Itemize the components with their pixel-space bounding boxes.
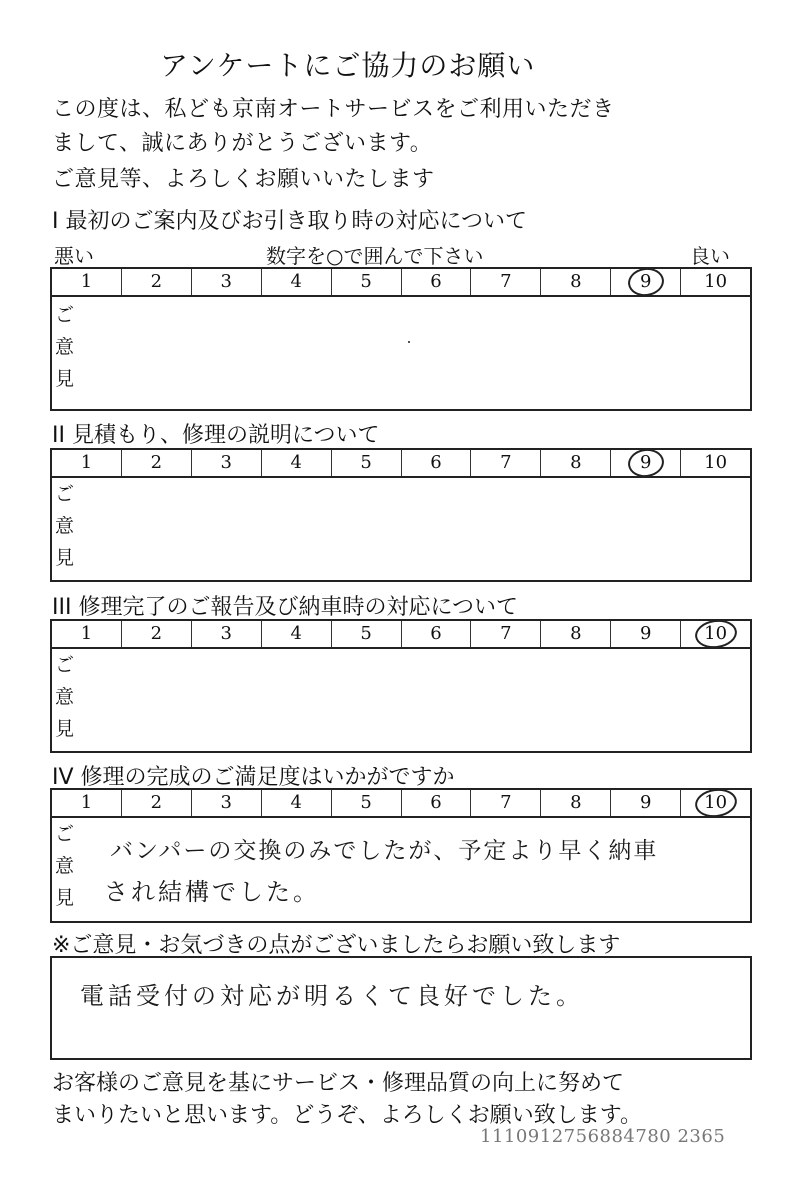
opinion-area[interactable] (52, 478, 750, 582)
rating-9[interactable]: 9 (611, 790, 681, 816)
page-title: アンケートにご協力のお願い (160, 49, 536, 82)
rating-8[interactable]: 8 (541, 269, 611, 295)
selection-circle (693, 617, 738, 651)
handwritten-comment-line-1: バンパーの交換のみでしたが、予定より早く納車 (110, 838, 659, 864)
rating-3[interactable]: 3 (192, 621, 262, 647)
opinion-char: ご (55, 304, 75, 326)
opinion-char: 見 (55, 718, 75, 740)
rating-7[interactable]: 7 (471, 621, 541, 647)
stray-mark (408, 341, 410, 343)
selected-value: 9 (639, 271, 652, 292)
section-1-box (50, 267, 752, 411)
rating-1[interactable]: 1 (52, 790, 122, 816)
rating-6[interactable]: 6 (402, 450, 472, 476)
rating-3[interactable]: 3 (192, 269, 262, 295)
opinion-label (55, 818, 79, 914)
opinion-label (55, 299, 79, 395)
opinion-area[interactable] (52, 297, 750, 411)
rating-2[interactable]: 2 (122, 450, 192, 476)
opinion-char: 意 (55, 855, 75, 877)
section-2-box (50, 448, 752, 582)
rating-2[interactable]: 2 (122, 269, 192, 295)
free-comment-heading: ※ご意見・お気づきの点がございましたらお願い致します (52, 933, 621, 958)
opinion-label (55, 478, 79, 574)
selected-value: 10 (704, 623, 728, 644)
rating-10-selected[interactable] (681, 621, 750, 647)
rating-8[interactable]: 8 (541, 790, 611, 816)
rating-scale (52, 450, 750, 478)
rating-3[interactable]: 3 (192, 790, 262, 816)
rating-5[interactable]: 5 (332, 621, 402, 647)
rating-4[interactable]: 4 (262, 450, 332, 476)
opinion-area[interactable] (52, 649, 750, 753)
section-4-box (50, 788, 752, 923)
rating-1[interactable]: 1 (52, 621, 122, 647)
opinion-char: 意 (55, 515, 75, 537)
scale-instruction: 数字を○で囲んで下さい (266, 244, 484, 268)
opinion-char: 意 (55, 336, 75, 358)
scale-bad-label: 悪い (54, 244, 94, 268)
handwritten-comment-line-2: され結構でした。 (104, 878, 320, 906)
rating-9-selected[interactable] (611, 450, 681, 476)
selected-value: 9 (639, 452, 652, 473)
opinion-char: 見 (55, 547, 75, 569)
selection-circle (626, 266, 666, 299)
serial-number: 1110912756884780 2365 (480, 1126, 726, 1147)
rating-scale (52, 621, 750, 649)
rating-10-selected[interactable] (681, 790, 750, 816)
rating-6[interactable]: 6 (402, 790, 472, 816)
intro-line-1: この度は、私ども京南オートサービスをご利用いただき (52, 97, 615, 122)
selection-circle (693, 786, 738, 820)
intro-line-2: まして、誠にありがとうございます。 (52, 131, 433, 156)
section-3-heading: III 修理完了のご報告及び納車時の対応について (52, 595, 519, 620)
rating-1[interactable]: 1 (52, 450, 122, 476)
rating-7[interactable]: 7 (471, 790, 541, 816)
rating-2[interactable]: 2 (122, 621, 192, 647)
footer-line-2: まいりたいと思います。どうぞ、よろしくお願い致します。 (52, 1103, 643, 1128)
rating-5[interactable]: 5 (332, 450, 402, 476)
rating-3[interactable]: 3 (192, 450, 262, 476)
rating-10[interactable]: 10 (704, 271, 728, 292)
rating-4[interactable]: 4 (262, 621, 332, 647)
opinion-char: ご (55, 483, 75, 505)
section-2-heading: II 見積もり、修理の説明について (52, 423, 380, 448)
handwritten-free-comment: 電話受付の対応が明るくて良好でした。 (80, 982, 584, 1010)
opinion-area[interactable] (52, 818, 750, 923)
selection-circle (626, 447, 666, 480)
intro-line-3: ご意見等、よろしくお願いいたします (52, 167, 435, 192)
opinion-char: 意 (55, 686, 75, 708)
rating-4[interactable]: 4 (262, 269, 332, 295)
rating-5[interactable]: 5 (332, 790, 402, 816)
section-1-heading: I 最初のご案内及びお引き取り時の対応について (52, 209, 528, 234)
rating-6[interactable]: 6 (402, 269, 472, 295)
opinion-char: 見 (55, 887, 75, 909)
opinion-char: ご (55, 654, 75, 676)
rating-9[interactable]: 9 (611, 621, 681, 647)
rating-5[interactable]: 5 (332, 269, 402, 295)
rating-scale (52, 790, 750, 818)
opinion-label (55, 649, 79, 745)
selected-value: 10 (704, 792, 728, 813)
rating-4[interactable]: 4 (262, 790, 332, 816)
free-comment-box[interactable] (50, 956, 752, 1060)
rating-6[interactable]: 6 (402, 621, 472, 647)
rating-8[interactable]: 8 (541, 621, 611, 647)
rating-scale (52, 269, 750, 297)
opinion-char: 見 (55, 368, 75, 390)
scale-good-label: 良い (690, 244, 730, 268)
rating-2[interactable]: 2 (122, 790, 192, 816)
rating-8[interactable]: 8 (541, 450, 611, 476)
rating-9-selected[interactable] (611, 269, 681, 295)
rating-7[interactable]: 7 (471, 450, 541, 476)
footer-line-1: お客様のご意見を基にサービス・修理品質の向上に努めて (52, 1071, 625, 1096)
rating-10[interactable]: 10 (704, 452, 728, 473)
section-3-box (50, 619, 752, 753)
rating-1[interactable]: 1 (52, 269, 122, 295)
opinion-char: ご (55, 823, 75, 845)
section-4-heading: IV 修理の完成のご満足度はいかがですか (52, 765, 455, 790)
rating-7[interactable]: 7 (471, 269, 541, 295)
